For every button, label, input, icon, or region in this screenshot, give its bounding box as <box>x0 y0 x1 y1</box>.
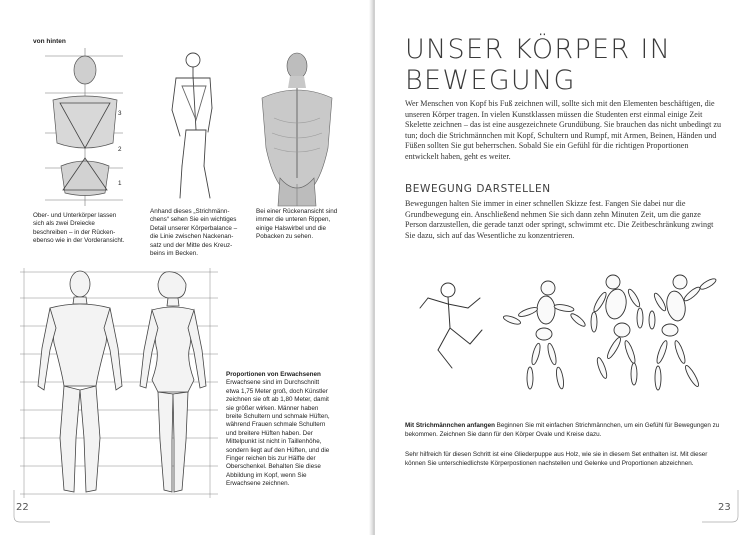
title-line-1: UNSER KÖRPER IN <box>405 34 672 65</box>
ruler-number-1: 1 <box>118 180 122 187</box>
strich-body: Beginnen Sie mit einfachen Strichmännchen, um ein Gefühl für Bewegungen zu bekommen. Zeichnen Sie dann für den Körper Ovale und Kreise dazu. <box>405 422 720 438</box>
strichmaennchen-text <box>405 422 723 439</box>
caption-stick: Anhand dieses „Strichmänn- chens“ sehen Sie ein wichtiges Detail unserer Körperbalance – die Linie zwischen Nackenan- satz und der Mitte des Kreuz- beins im Becken. <box>150 208 238 258</box>
caption-back: Bei einer Rückenansicht sind immer die unteren Rippen, einige Halswirbel und die Pobacken zu sehen. <box>256 208 338 241</box>
stick-figure-balance <box>160 48 230 206</box>
subheading-body: Bewegungen halten Sie immer in einer schnellen Skizze fest. Fangen Sie dabei nur die Grundbewegung ein. Anschließend nehmen Sie sich dann zehn Minuten Zeit, um die ganze Person darzustellen, die gerade tanzt oder springt, schwimmt etc. Die Zeitbeschränkung zwingt Sie dazu, sich auf das Wesentliche zu konzentrieren. <box>405 199 714 240</box>
page-number-left: 22 <box>16 502 29 513</box>
subheading: BEWEGUNG DARSTELLEN <box>405 183 551 195</box>
proportion-figures <box>20 268 218 500</box>
page-number-right: 23 <box>718 502 731 513</box>
proportions-body: Erwachsene sind im Durchschnitt etwa 1,75 Meter groß, doch Künstler zeichnen sie oft ab 1,80 Meter, damit sie größer wirken. Männer haben breite Schultern und schmale Hüften, während Frauen schmale Schultern und breitere Hüften haben. Der Mittelpunkt ist nicht in Taillenhöhe, sondern liegt auf den Hüften, und die Finger reichen bis zur Hälfte der Oberschenkel. Behalten Sie diese Abbildung im Kopf, wenn Sie Erwachsene zeichnen. <box>226 379 330 488</box>
torso-triangles-figure <box>35 48 130 208</box>
proportions-title: Proportionen von Erwachsenen <box>226 371 321 378</box>
caption-torso: Ober- und Unterkörper lassen sich als zwei Dreiecke beschreiben – in der Rücken- ebenso wie in der Vorderansicht. <box>33 212 125 245</box>
back-view-sketch <box>252 48 342 208</box>
intro-paragraph: Wer Menschen von Kopf bis Fuß zeichnen will, sollte sich mit den Elementen beschäftigen, die unseren Körper tragen. In vielen Kunstklassen müssen die Studenten erst einmal einige Zeit Skelette zeichnen – das ist eine ausgezeichnete Grundübung. Sie brauchen das nicht unbedingt zu tun; doch die Strichmännchen mit Kopf, Schultern und Rumpf, mit Armen, Beinen, Händen und Füßen sollten Sie gut beherrschen. Sobald Sie ein Gefühl für die richtigen Proportionen entwickelt haben, geht es weiter. <box>405 99 722 161</box>
gliederpuppe-text: Sehr hilfreich für diesen Schritt ist eine Gliederpuppe aus Holz, wie sie in diesem Set enthalten ist. Mit dieser können Sie unterschiedlichste Körperpostionen nachstellen und Gelenke und Proportionen abzeichnen. <box>405 451 708 467</box>
action-figures <box>408 268 728 410</box>
strich-title: Mit Strichmännchen anfangen <box>405 422 495 429</box>
ruler-number-3: 3 <box>118 110 122 117</box>
title-line-2: BEWEGUNG <box>405 65 576 96</box>
section-label: von hinten <box>33 38 66 45</box>
ruler-number-2: 2 <box>118 146 122 153</box>
page-title <box>405 34 671 96</box>
proportions-text <box>226 371 334 489</box>
